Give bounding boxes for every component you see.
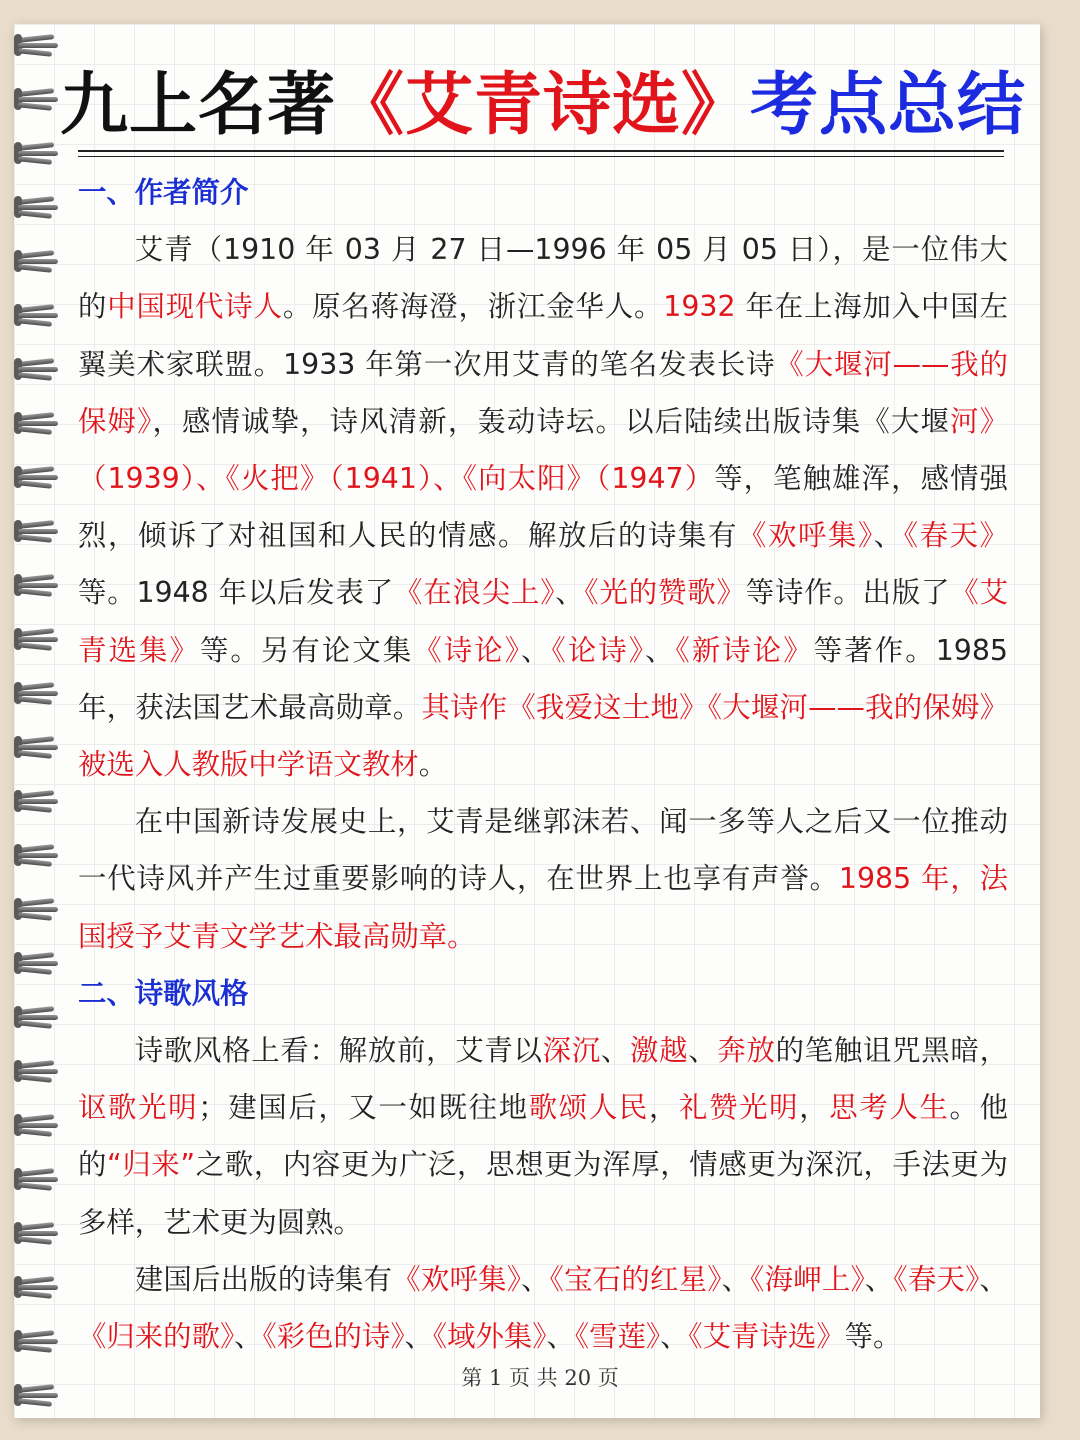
body-text: 、 xyxy=(688,1034,718,1068)
title-suffix: 考点总结 xyxy=(750,64,1027,145)
spiral-ring xyxy=(14,30,62,60)
spiral-ring xyxy=(14,1326,62,1356)
highlight-text: 1985 年，法国授予艾青文学艺术最高勋章。 xyxy=(78,862,1008,953)
body-text: 、 xyxy=(660,1320,689,1354)
highlight-text: 《宝石的红星》 xyxy=(549,1262,722,1296)
highlight-text: 《春天》 xyxy=(893,1262,980,1296)
body-text: 、 xyxy=(721,1262,751,1296)
body-text: 等。1948 年以后发表了 xyxy=(78,576,395,610)
body-text: 等，笔触雄浑，感情强烈，倾诉了对祖国和人民的情感。解放后的诗集有 xyxy=(78,462,1008,553)
spiral-binding xyxy=(14,30,66,1410)
body-text: ，感情诚挚，诗风清新，轰动诗坛。以后陆续出版诗集《大堰 xyxy=(152,404,951,438)
body-paragraph xyxy=(78,221,1008,793)
section-heading xyxy=(78,965,1008,1022)
title-prefix: 九上名著 xyxy=(59,64,336,145)
spiral-ring xyxy=(14,1110,62,1140)
body-text: 诗歌风格上看：解放前，艾青以 xyxy=(134,1034,543,1068)
body-text: 。 xyxy=(418,748,448,782)
spiral-ring xyxy=(14,1002,62,1032)
body-text: 、 xyxy=(521,1262,550,1296)
body-text: 等著作。1985 年，获法国艺术最高勋章。 xyxy=(78,633,1008,724)
body-text: 、 xyxy=(979,1262,1008,1296)
highlight-text: 《艾青选集》 xyxy=(78,576,1008,667)
spiral-ring xyxy=(14,1164,62,1194)
highlight-text: 《彩色的诗》 xyxy=(262,1320,405,1354)
spiral-ring xyxy=(14,840,62,870)
spiral-ring xyxy=(14,1218,62,1248)
spiral-ring xyxy=(14,894,62,924)
body-text: 等。另有论文集 xyxy=(199,633,414,667)
spiral-ring xyxy=(14,516,62,546)
body-text: 、 xyxy=(555,576,585,610)
spiral-ring xyxy=(14,138,62,168)
body-text: 、 xyxy=(864,1262,894,1296)
highlight-text: 河》（1939）、《火把》（1941）、《向太阳》（1947） xyxy=(78,404,1008,496)
highlight-text: 讴歌光明 xyxy=(78,1091,199,1125)
spiral-ring xyxy=(14,462,62,492)
spiral-ring xyxy=(14,624,62,654)
spiral-ring xyxy=(14,408,62,438)
body-text: 艾青（1910 年 03 月 27 日—1996 年 05 月 05 日），是一位伟大的 xyxy=(78,233,1008,324)
highlight-text: 《欢呼集》 xyxy=(392,1262,522,1296)
spiral-ring xyxy=(14,300,62,330)
highlight-text: 《诗论》 xyxy=(413,633,522,667)
highlight-text: 激越 xyxy=(630,1034,689,1068)
body-paragraph xyxy=(78,793,1008,965)
highlight-text: 礼赞光明 xyxy=(679,1091,800,1125)
title-rule-thin xyxy=(78,156,1004,157)
spiral-ring xyxy=(14,948,62,978)
body-text: 。他的 xyxy=(78,1091,1008,1182)
highlight-text: 歌颂人民 xyxy=(528,1091,649,1125)
highlight-text: 《域外集》 xyxy=(432,1320,547,1354)
highlight-text: 中国现代诗人 xyxy=(107,290,283,324)
spiral-ring xyxy=(14,84,62,114)
spiral-ring xyxy=(14,678,62,708)
highlight-text: 1932 xyxy=(663,290,736,324)
body-text: 、 xyxy=(873,519,904,553)
page-title xyxy=(59,54,1027,145)
body-paragraph xyxy=(78,1022,1008,1251)
title-rule-thick xyxy=(78,150,1004,152)
body-text: 。原名蒋海澄，浙江金华人。 xyxy=(282,290,664,324)
body-text: 等诗作。出版了 xyxy=(745,576,951,610)
highlight-text: “归来” xyxy=(107,1148,196,1182)
highlight-text: 《归来的歌》 xyxy=(78,1320,235,1354)
body-text: 的笔触诅咒黑暗， xyxy=(775,1034,1008,1068)
body-text: ， xyxy=(648,1091,680,1125)
body-text: ， xyxy=(799,1091,830,1125)
page-footer: 第 1 页 共 20 页 xyxy=(461,1366,619,1390)
heading-text: 二、诗歌风格 xyxy=(78,976,249,1010)
spiral-ring xyxy=(14,246,62,276)
body-text: ；建国后，又一如既往地 xyxy=(198,1091,529,1125)
body-text: 之歌，内容更为广泛，思想更为浑厚，情感更为深沉，手法更为多样，艺术更为圆熟。 xyxy=(78,1148,1008,1239)
spiral-ring xyxy=(14,786,62,816)
body-text: 等。 xyxy=(844,1320,902,1354)
body-text: 、 xyxy=(521,633,552,667)
highlight-text: 《欢呼集》 xyxy=(737,519,874,553)
body-text: 、 xyxy=(234,1320,263,1354)
highlight-text: 思考人生 xyxy=(829,1091,950,1125)
spiral-ring xyxy=(14,354,62,384)
spiral-ring xyxy=(14,1056,62,1086)
body-text: 、 xyxy=(600,1034,630,1068)
highlight-text: 深沉 xyxy=(542,1034,601,1068)
body-paragraph xyxy=(78,1251,1008,1365)
highlight-text: 《春天》 xyxy=(903,519,1008,553)
highlight-text: 《大堰河——我的保姆》 xyxy=(78,347,1008,438)
highlight-text: 《论诗》 xyxy=(551,633,646,667)
body-text: 年在上海加入中国左翼美术家联盟。1933 年第一次用艾青的笔名发表长诗 xyxy=(78,290,1008,381)
highlight-text: 《艾青诗选》 xyxy=(688,1320,845,1354)
highlight-text: 《新诗论》 xyxy=(675,633,814,667)
body-text: 、 xyxy=(546,1320,575,1354)
body-text: 在中国新诗发展史上，艾青是继郭沫若、闻一多等人之后又一位推动一代诗风并产生过重要影响的诗人，在世界上也享有声誉。 xyxy=(78,805,1008,896)
heading-text: 一、作者简介 xyxy=(78,176,249,209)
spiral-ring xyxy=(14,192,62,222)
title-book-name: 《艾青诗选》 xyxy=(336,64,751,145)
highlight-text: 《光的赞歌》 xyxy=(584,576,746,610)
body-text: 、 xyxy=(645,633,676,667)
document-body xyxy=(78,164,1008,1365)
body-text: 、 xyxy=(404,1320,433,1354)
highlight-text: 其诗作《我爱这土地》《大堰河——我的保姆》被选入人教版中学语文教材 xyxy=(78,690,1008,782)
section-heading xyxy=(78,164,1008,221)
body-text: 建国后出版的诗集有 xyxy=(134,1262,393,1296)
spiral-ring xyxy=(14,1272,62,1302)
spiral-ring xyxy=(14,570,62,600)
highlight-text: 《在浪尖上》 xyxy=(394,576,556,610)
spiral-ring xyxy=(14,732,62,762)
highlight-text: 《海岬上》 xyxy=(750,1262,865,1296)
highlight-text: 奔放 xyxy=(717,1034,776,1068)
highlight-text: 《雪莲》 xyxy=(574,1320,661,1354)
